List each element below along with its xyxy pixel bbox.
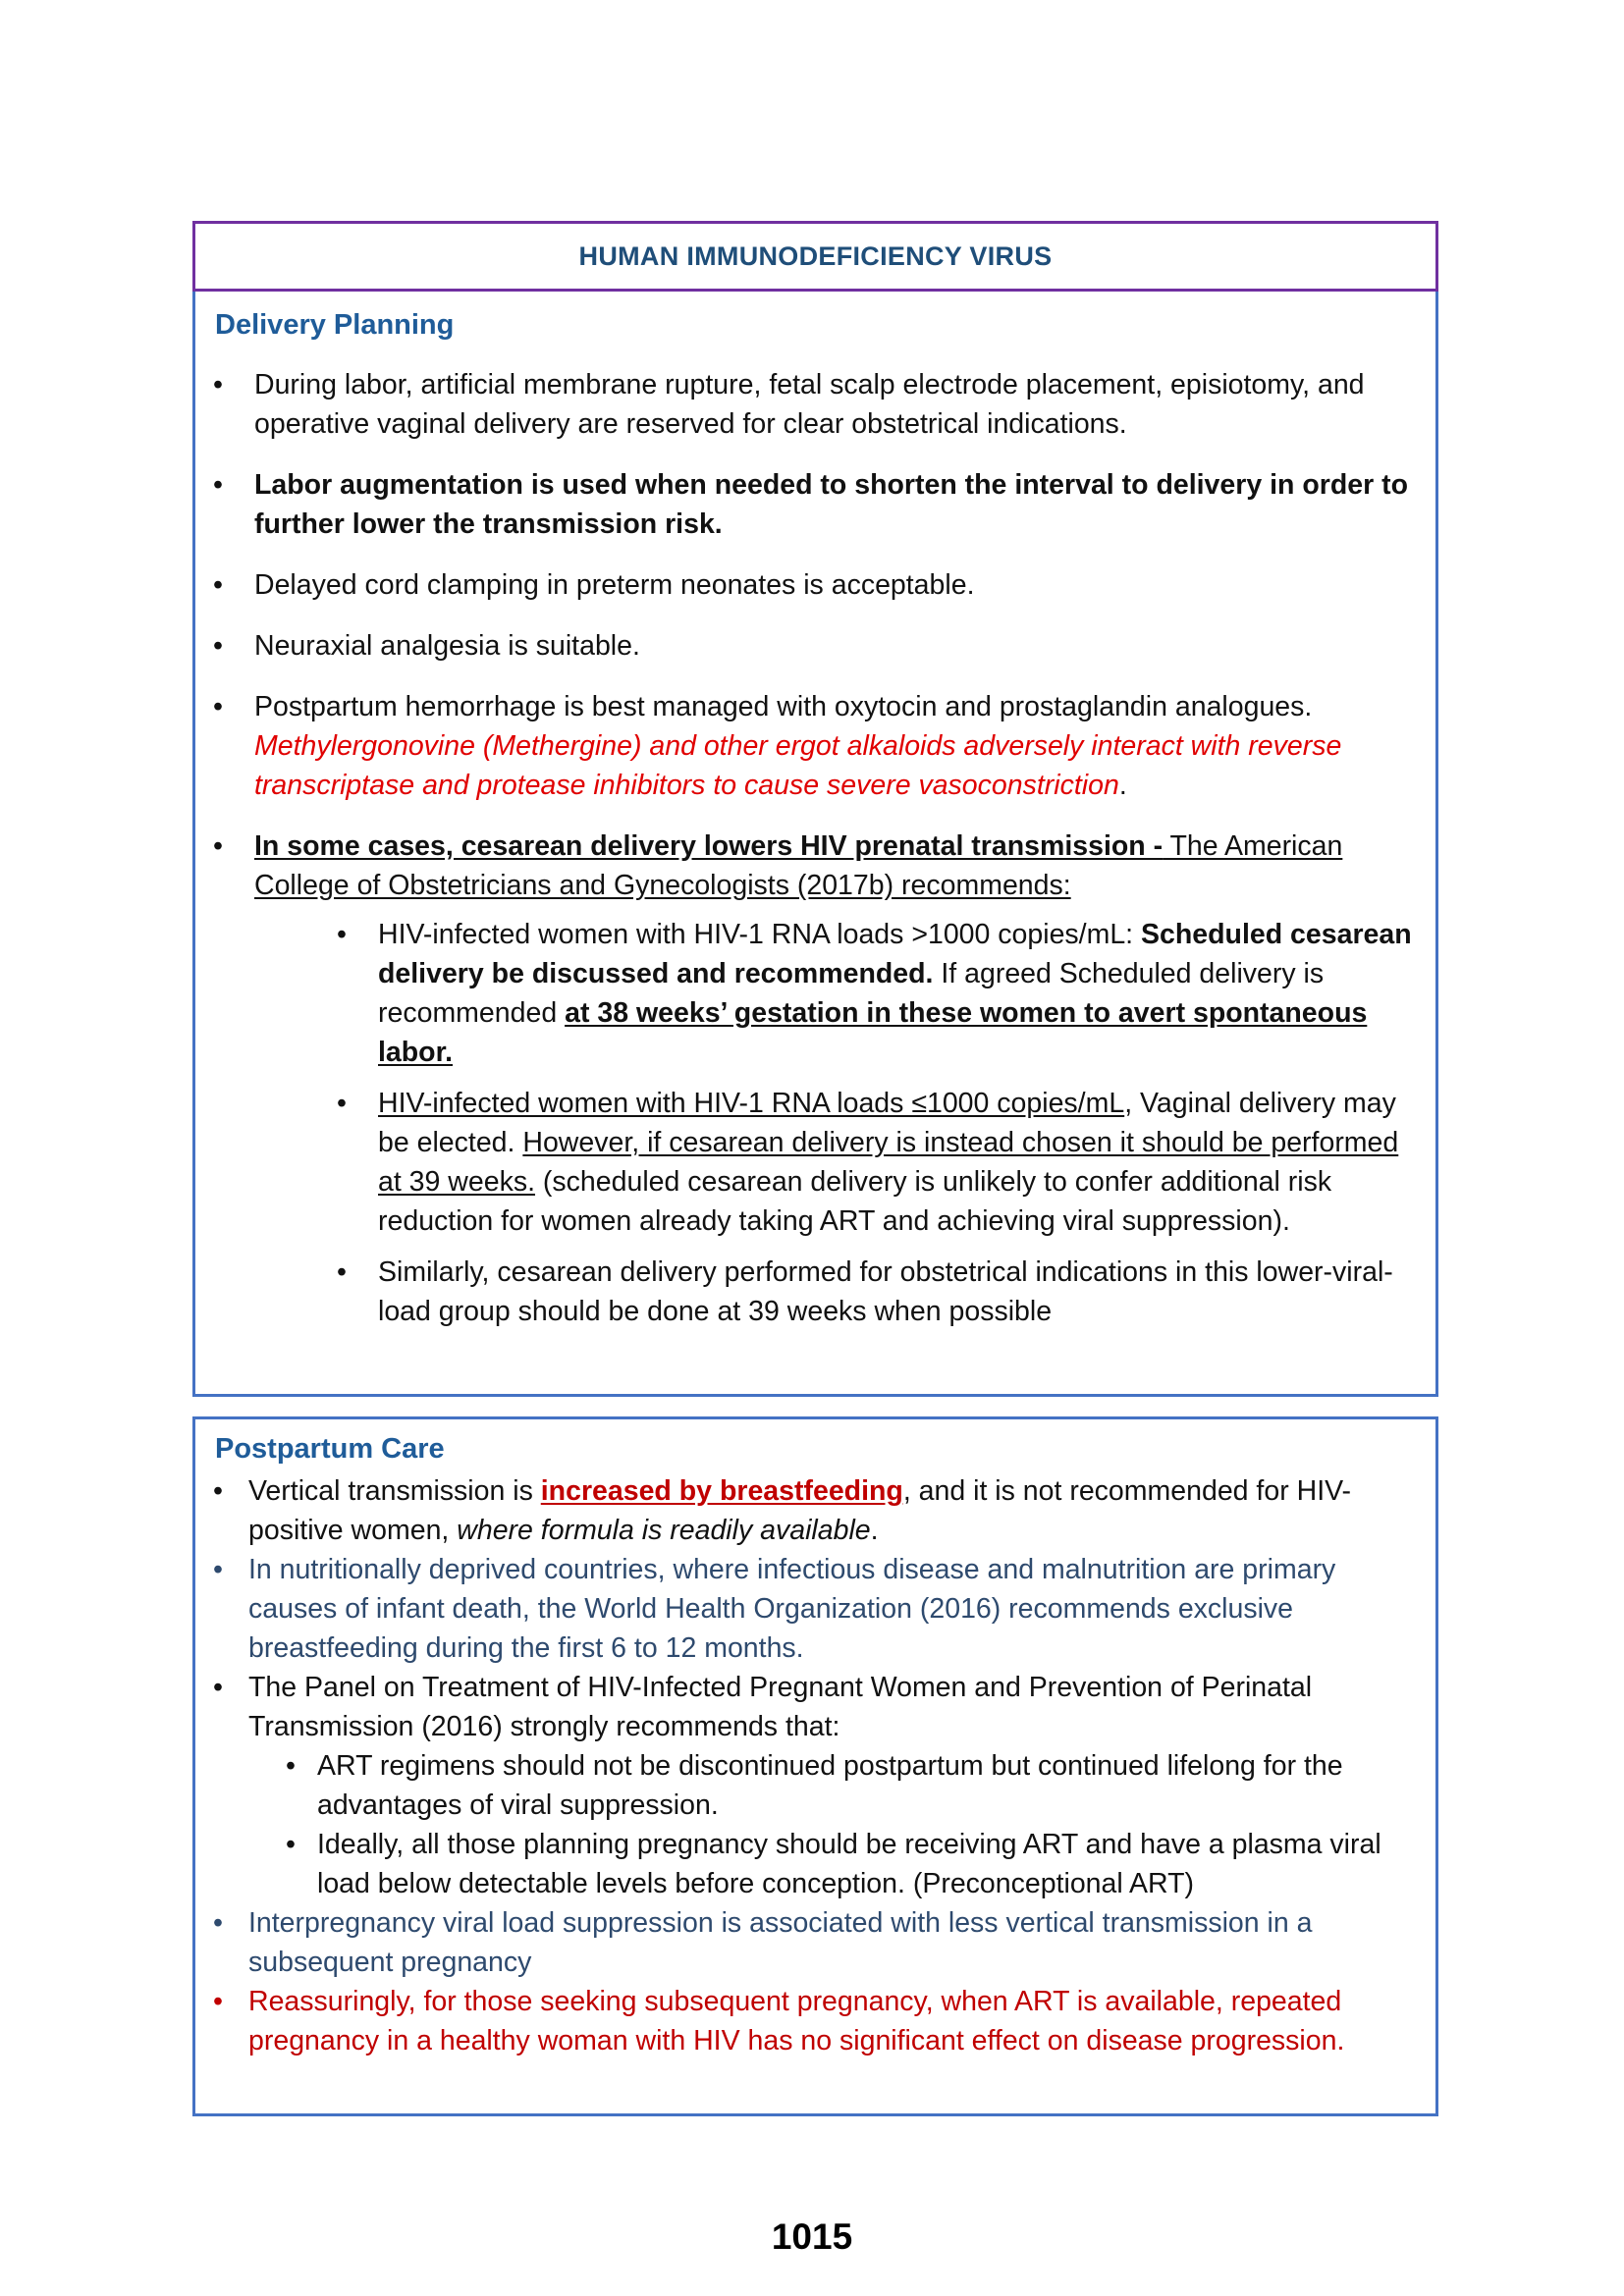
delivery-planning-box — [192, 292, 1438, 1397]
item-text — [248, 1471, 1431, 1550]
delivery-planning-list — [213, 365, 1416, 1353]
text-part: Vertical transmission is — [248, 1475, 541, 1507]
item-text: Reassuringly, for those seeking subsequent pregnancy, when ART is available, repeated pregnancy in a healthy woman with HIV has no significant effect on disease progression. — [248, 1986, 1345, 2056]
list-item — [213, 827, 1416, 1331]
bullet-icon: • — [213, 569, 223, 601]
bullet-icon: • — [213, 469, 223, 501]
bullet-icon: • — [213, 630, 223, 662]
panel-recommendations — [248, 1746, 1431, 1903]
bullet-icon: • — [337, 919, 347, 950]
bullet-icon: • — [286, 1750, 296, 1782]
delivery-planning-heading: Delivery Planning — [215, 309, 455, 341]
item-text: Interpregnancy viral load suppression is associated with less vertical transmission in a subsequent pregnancy — [248, 1907, 1313, 1978]
text-part: . — [870, 1515, 879, 1546]
list-item — [213, 687, 1416, 805]
list-item — [213, 365, 1416, 444]
list-item — [213, 1903, 1431, 1982]
sub-list-item — [337, 1084, 1416, 1241]
item-text: In nutritionally deprived countries, where infectious disease and malnutrition are primary causes of infant death, the World Health Organization (2016) recommends exclusive breastfeeding during the first 6 to 12 months. — [248, 1554, 1336, 1664]
bullet-icon: • — [337, 1256, 347, 1288]
bullet-icon: • — [213, 1986, 223, 2017]
bullet-icon: • — [286, 1829, 296, 1860]
text-part: If agreed Scheduled delivery is recommended — [378, 958, 1325, 1029]
text-part: However, if cesarean delivery is instead chosen it should be performed at 39 weeks. — [378, 1127, 1399, 1198]
sub-list-item — [286, 1746, 1431, 1825]
text-part: , Vaginal delivery may be elected. — [378, 1088, 1396, 1158]
item-text — [254, 687, 1416, 805]
item-text — [378, 915, 1416, 1072]
bullet-icon: • — [213, 691, 223, 722]
emphasis-text: increased by breastfeeding — [540, 1475, 903, 1507]
item-rest: The American College of Obstetricians and Gynecologists (2017b) recommends: — [254, 830, 1343, 901]
bullet-icon: • — [213, 1475, 223, 1507]
item-text: Neuraxial analgesia is suitable. — [254, 630, 640, 662]
list-item — [213, 1668, 1431, 1903]
bullet-icon: • — [337, 1088, 347, 1119]
item-text — [378, 1084, 1416, 1241]
bullet-icon: • — [213, 1907, 223, 1939]
text-part: , and it is not recommended for HIV-positive women, — [248, 1475, 1352, 1546]
bullet-icon: • — [213, 369, 223, 400]
bullet-icon: • — [213, 1554, 223, 1585]
text-part: at 38 weeks’ gestation in these women to avert spontaneous labor. — [378, 997, 1368, 1068]
acog-recommendations — [254, 915, 1416, 1331]
item-text: The Panel on Treatment of HIV-Infected Pregnant Women and Prevention of Perinatal Transmission (2016) strongly recommends that: — [248, 1672, 1313, 1742]
list-item — [213, 465, 1416, 544]
list-item — [213, 1471, 1431, 1550]
list-item — [213, 565, 1416, 605]
page-number: 1015 — [771, 2216, 853, 2257]
item-lead: In some cases, cesarean delivery lowers HIV prenatal transmission - — [254, 830, 1164, 862]
warning-text: Methylergonovine (Methergine) and other ergot alkaloids adversely interact with reverse transcriptase and protease inhibitors to cause severe vasoconstriction — [254, 730, 1342, 801]
item-text: During labor, artificial membrane rupture, fetal scalp electrode placement, episiotomy, and operative vaginal delivery are reserved for clear obstetrical indications. — [254, 369, 1365, 440]
sub-list-item — [337, 915, 1416, 1072]
sub-list-item — [286, 1825, 1431, 1903]
postpartum-care-heading: Postpartum Care — [215, 1433, 445, 1465]
text-part: HIV-infected women with HIV-1 RNA loads ≤1000 copies/mL — [378, 1088, 1125, 1119]
item-text — [254, 827, 1416, 905]
warning-end: . — [1118, 770, 1127, 801]
postpartum-care-box — [192, 1416, 1438, 2116]
page-title: HUMAN IMMUNODEFICIENCY VIRUS — [578, 240, 1053, 271]
item-text: Labor augmentation is used when needed to shorten the interval to delivery in order to further lower the transmission risk. — [254, 469, 1409, 540]
item-text: Similarly, cesarean delivery performed for obstetrical indications in this lower-viral-load group should be done at 39 weeks when possible — [378, 1256, 1393, 1327]
text-part: where formula is readily available — [457, 1515, 871, 1546]
item-text-main: Postpartum hemorrhage is best managed with oxytocin and prostaglandin analogues. — [254, 691, 1313, 722]
bullet-icon: • — [213, 1672, 223, 1703]
list-item — [213, 1982, 1431, 2060]
text-part: Scheduled cesarean delivery be discussed and recommended. — [378, 919, 1412, 989]
bullet-icon: • — [213, 830, 223, 862]
list-item — [213, 1550, 1431, 1668]
list-item — [213, 626, 1416, 666]
item-text: ART regimens should not be discontinued postpartum but continued lifelong for the advantages of viral suppression. — [317, 1750, 1343, 1821]
text-part: (scheduled cesarean delivery is unlikely to confer additional risk reduction for women already taking ART and achieving viral suppression). — [378, 1166, 1332, 1237]
title-box — [192, 221, 1438, 292]
text-part: HIV-infected women with HIV-1 RNA loads >1000 copies/mL: — [378, 919, 1142, 950]
item-text: Delayed cord clamping in preterm neonates is acceptable. — [254, 569, 975, 601]
item-text: Ideally, all those planning pregnancy should be receiving ART and have a plasma viral load below detectable levels before conception. (Preconceptional ART) — [317, 1829, 1381, 1899]
sub-list-item — [337, 1253, 1416, 1331]
postpartum-care-list — [213, 1471, 1431, 2060]
